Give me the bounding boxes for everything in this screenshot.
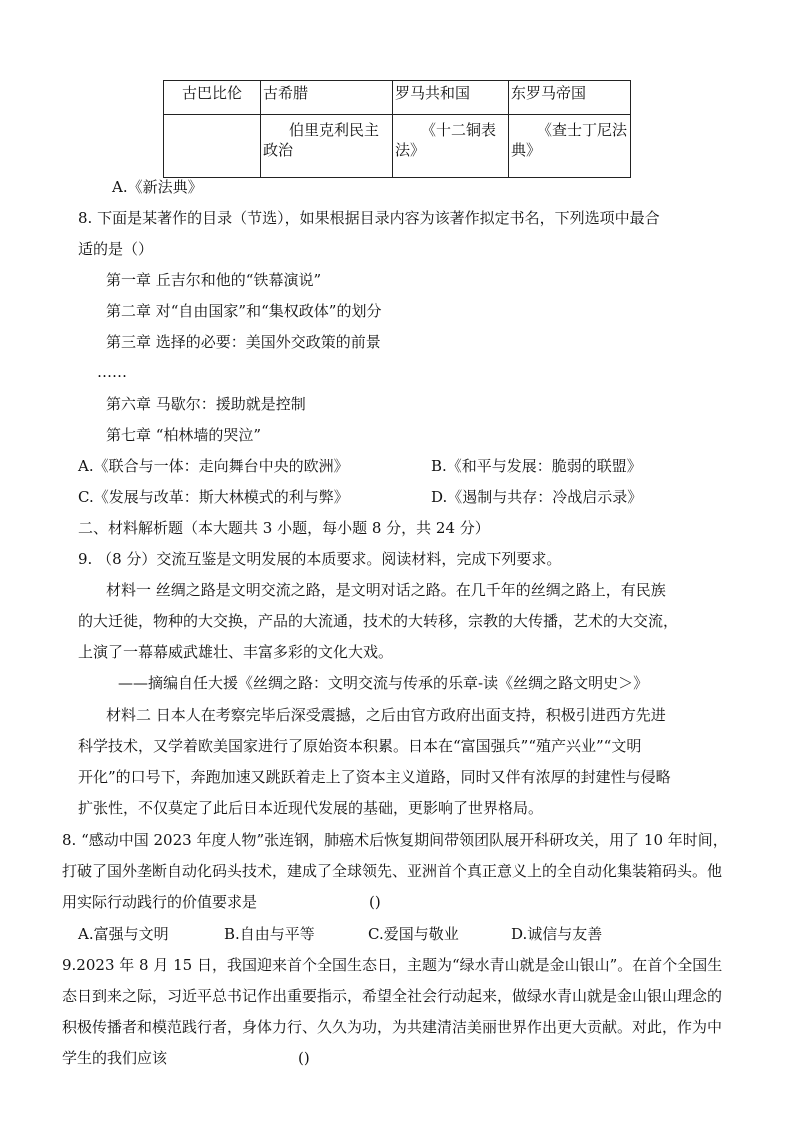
table-cell: 罗马共和国 xyxy=(393,81,509,115)
table-cell: 《十二铜表法》 xyxy=(393,115,509,178)
politics-question-9: 9.2023 年 8 月 15 日，我国迎来首个全国生态日，主题为“绿水青山就是金山银山”。在首个全国生 xyxy=(62,956,723,974)
question-9-text: 9. （8 分）交流互鉴是文明发展的本质要求。阅读材料，完成下列要求。 xyxy=(78,550,562,568)
material-one: 上演了一幕幕威武雄壮、丰富多彩的文化大戏。 xyxy=(78,643,394,661)
question-8-text: 适的是（） xyxy=(78,240,154,258)
option-a: A.富强与文明 xyxy=(78,925,169,943)
answer-paren: () xyxy=(298,1049,310,1067)
politics-question-9: 态日到来之际，习近平总书记作出重要指示，希望全社会行动起来，做绿水青山就是金山银山理念的 xyxy=(62,987,723,1005)
section-heading: 二、材料解析题（本大题共 3 小题，每小题 8 分，共 24 分） xyxy=(78,519,490,537)
politics-question-9: 学生的我们应该 xyxy=(62,1049,168,1067)
option-a: A.《联合与一体：走向舞台中央的欧洲》 xyxy=(78,457,349,475)
table-row xyxy=(164,115,631,178)
answer-paren: () xyxy=(369,893,381,911)
politics-question-8: 8. “感动中国 2023 年度人物”张连钢，肺癌术后恢复期间带领团队展开科研攻关，用了 10 年时间， xyxy=(62,831,728,849)
chapter-line: 第二章 对“自由国家”和“集权政体”的划分 xyxy=(106,302,382,320)
politics-question-8: 打破了国外垄断自动化码头技术，建成了全球领先、亚洲首个真正意义上的全自动化集装箱码头。他 xyxy=(62,862,723,880)
material-one: 材料一 丝绸之路是文明交流之路，是文明对话之路。在几千年的丝绸之路上，有民族 xyxy=(106,581,666,599)
option-d: D.《遏制与共存：冷战启示录》 xyxy=(431,488,643,506)
material-two: 开化”的口号下，奔跑加速又跳跃着走上了资本主义道路，同时又伴有浓厚的封建性与侵略 xyxy=(78,768,671,786)
option-b: B.《和平与发展：脆弱的联盟》 xyxy=(431,457,642,475)
material-one: 的大迁徙，物种的大交换，产品的大流通，技术的大转移，宗教的大传播，艺术的大交流， xyxy=(78,612,679,630)
table-cell: 东罗马帝国 xyxy=(509,81,631,115)
table-cell: 古巴比伦 xyxy=(164,81,261,115)
material-source: ——摘编自任大援《丝绸之路：文明交流与传承的乐章-读《丝绸之路文明史＞》 xyxy=(118,674,649,692)
civilization-table xyxy=(163,80,631,178)
answer-option: A.《新法典》 xyxy=(112,178,203,196)
chapter-line: 第一章 丘吉尔和他的“铁幕演说” xyxy=(106,271,322,289)
table-cell: 伯里克利民主政治 xyxy=(261,115,393,178)
table-cell: 古希腊 xyxy=(261,81,393,115)
table-cell xyxy=(164,115,261,178)
material-two: 扩张性，不仅莫定了此后日本近现代发展的基础，更影响了世界格局。 xyxy=(78,799,544,817)
ellipsis: …… xyxy=(97,363,127,381)
chapter-line: 第七章 “柏林墙的哭泣” xyxy=(106,426,262,444)
option-c: C.爱国与敬业 xyxy=(368,925,459,943)
chapter-line: 第三章 选择的必要：美国外交政策的前景 xyxy=(106,333,381,351)
table-cell: 《查士丁尼法典》 xyxy=(509,115,631,178)
material-two: 科学技术，又学着欧美国家进行了原始资本积累。日本在“富国强兵”“殖产兴业”“文明 xyxy=(78,737,642,755)
option-b: B.自由与平等 xyxy=(224,925,315,943)
politics-question-9: 积极传播者和模范践行者，身体力行、久久为功，为共建清洁美丽世界作出更大贡献。对此，作为中 xyxy=(62,1018,723,1036)
table-row xyxy=(164,81,631,115)
politics-question-8: 用实际行动践行的价值要求是 xyxy=(62,893,258,911)
question-8-text: 8. 下面是某著作的目录（节选），如果根据目录内容为该著作拟定书名，下列选项中最合 xyxy=(78,209,660,227)
option-d: D.诚信与友善 xyxy=(511,925,603,943)
chapter-line: 第六章 马歇尔：援助就是控制 xyxy=(106,395,306,413)
material-two: 材料二 日本人在考察完毕后深受震撼，之后由官方政府出面支持，积极引进西方先进 xyxy=(106,706,666,724)
option-c: C.《发展与改革：斯大林模式的利与弊》 xyxy=(78,488,349,506)
